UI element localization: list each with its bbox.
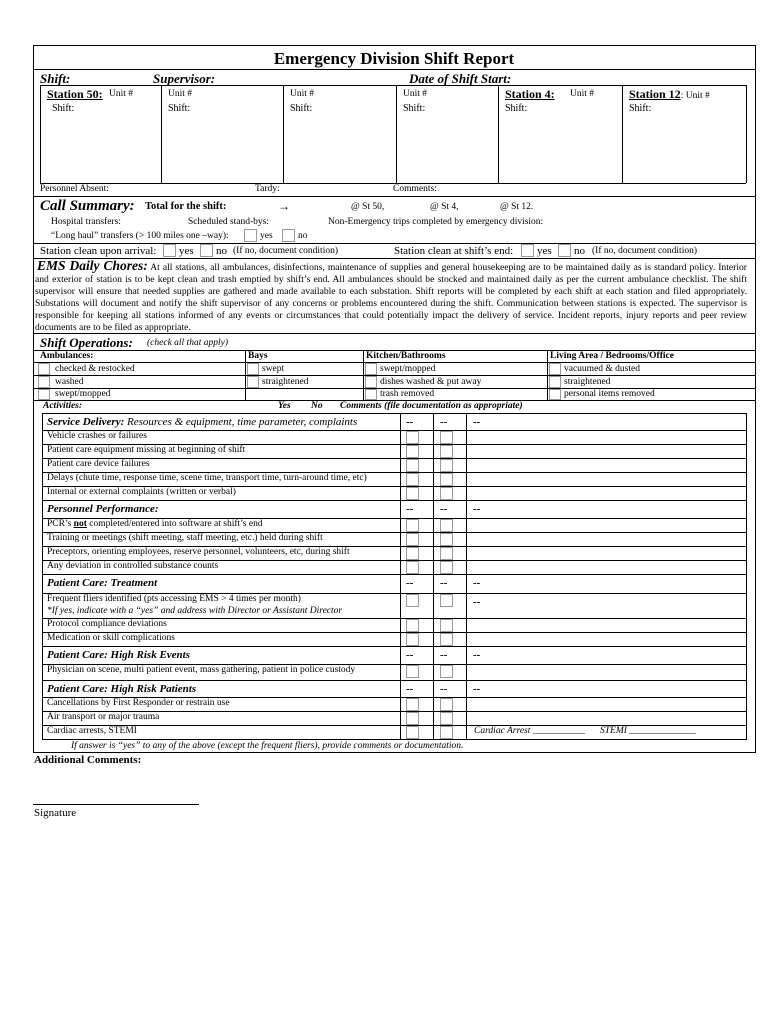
cardiac-arrest-field: Cardiac Arrest ___________ [474, 726, 586, 736]
activity-yes-checkbox[interactable] [406, 633, 419, 646]
date-of-shift-start-label: Date of Shift Start: [409, 71, 512, 86]
activity-item: Protocol compliance deviations [47, 619, 167, 629]
section-heading: Patient Care: High Risk Events [47, 649, 191, 661]
bays-header: Bays [248, 351, 268, 361]
activity-item: Any deviation in controlled substance counts [47, 561, 219, 571]
activity-no-checkbox[interactable] [440, 487, 453, 500]
dashes-marker: -- [440, 649, 448, 661]
bays-item: swept [262, 364, 285, 374]
living-personal-checkbox[interactable] [549, 389, 561, 400]
activity-comment-field[interactable] [467, 698, 745, 710]
arrival-no-checkbox[interactable] [200, 244, 213, 257]
shift-label: Shift: [40, 71, 71, 86]
ambulances-header: Ambulances: [40, 351, 94, 361]
dashes-marker: -- [440, 577, 448, 589]
activity-yes-checkbox[interactable] [406, 431, 419, 444]
activity-comment-field[interactable] [467, 473, 745, 485]
activity-item: Patient care device failures [47, 459, 150, 469]
station-4-label: Station 4: [505, 87, 555, 101]
station-50-unit: Unit # [109, 89, 134, 99]
activity-no-checkbox[interactable] [440, 712, 453, 725]
dashes-marker: -- [473, 577, 481, 589]
activity-yes-checkbox[interactable] [406, 726, 419, 739]
section-heading: Personnel Performance: [47, 503, 159, 515]
dashes-marker: -- [473, 683, 481, 695]
dashes-marker: -- [406, 683, 414, 695]
activities-label: Activities: [43, 401, 83, 411]
ambulances-washed-checkbox[interactable] [38, 376, 50, 388]
ambulances-item: checked & restocked [55, 364, 135, 374]
signature-label: Signature [34, 807, 77, 819]
activity-no-checkbox[interactable] [440, 633, 453, 646]
long-haul-yes-checkbox[interactable] [244, 229, 257, 242]
supervisor-label: Supervisor: [153, 71, 216, 86]
signature-line [33, 804, 199, 805]
row-divider [42, 680, 747, 681]
ambulances-checked-checkbox[interactable] [38, 363, 50, 375]
row-divider [42, 574, 747, 575]
ambulances-swept-checkbox[interactable] [38, 389, 50, 400]
section-subheading: Resources & equipment, time parameter, complaints [124, 416, 358, 428]
activity-item: Medication or skill complications [47, 633, 175, 643]
dashes-marker: -- [473, 649, 481, 661]
kitchen-item: swept/mopped [380, 364, 436, 374]
dashes-marker: -- [473, 503, 481, 515]
activity-comment-field[interactable] [467, 665, 745, 679]
arrow-icon: → [278, 199, 290, 213]
station-4col-shift: Shift: [403, 103, 426, 114]
activity-no-checkbox[interactable] [440, 594, 453, 607]
activity-comment-field[interactable] [467, 619, 745, 631]
station-3-shift: Shift: [290, 103, 313, 114]
dashes-marker: -- [440, 503, 448, 515]
page-title: Emergency Division Shift Report [273, 49, 515, 68]
activity-no-checkbox[interactable] [440, 431, 453, 444]
long-haul-label: “Long haul” transfers (> 100 miles one –way): [51, 231, 229, 241]
end-no-label: no [574, 245, 585, 257]
tardy-label: Tardy: [255, 184, 280, 194]
activity-item: Patient care equipment missing at beginning of shift [47, 445, 246, 455]
arrival-yes-label: yes [179, 245, 194, 257]
kitchen-header: Kitchen/Bathrooms [366, 351, 446, 361]
section-heading: Patient Care: Treatment [47, 577, 158, 589]
activity-yes-checkbox[interactable] [406, 487, 419, 500]
kitchen-swept-checkbox[interactable] [365, 363, 377, 375]
activity-yes-checkbox[interactable] [406, 698, 419, 711]
st12-label: @ St 12. [500, 202, 534, 212]
station-12-shift: Shift: [629, 103, 652, 114]
dashes-marker: -- [406, 577, 414, 589]
hospital-transfers-label: Hospital transfers: [51, 217, 121, 227]
activity-no-checkbox[interactable] [440, 519, 453, 532]
bays-swept-checkbox[interactable] [247, 363, 259, 375]
shift-operations-note: (check all that apply) [147, 338, 228, 348]
long-haul-no-checkbox[interactable] [282, 229, 295, 242]
activity-comment-field[interactable] [467, 445, 745, 457]
footer-note: If answer is “yes” to any of the above (except the frequent fliers), provide comments or documentation. [71, 741, 464, 751]
activity-comment-field[interactable] [467, 431, 745, 443]
dashes-marker: -- [406, 503, 414, 515]
activity-no-checkbox[interactable] [440, 619, 453, 632]
arrival-yes-checkbox[interactable] [163, 244, 176, 257]
st4-label: @ St 4, [430, 202, 459, 212]
section-heading: Service Delivery: Resources & equipment, time parameter, complaints [47, 416, 358, 428]
activity-comment-field[interactable] [467, 459, 745, 471]
long-haul-no-label: no [298, 231, 308, 241]
activity-item: PCR’s not completed/entered into software at shift’s end [47, 519, 263, 529]
living-item: straightened [564, 377, 611, 387]
ems-chores-paragraph [35, 260, 747, 334]
station-4col-unit: Unit # [403, 89, 428, 99]
comments-label: Comments: [393, 184, 437, 194]
station-2-shift: Shift: [168, 103, 191, 114]
dashes-marker: -- [406, 416, 414, 428]
activity-comment-field[interactable] [467, 487, 745, 499]
activity-comment-field[interactable] [467, 533, 745, 545]
non-emergency-label: Non-Emergency trips completed by emergency division: [328, 217, 544, 227]
station-3-unit: Unit # [290, 89, 315, 99]
station-clean-arrival-label: Station clean upon arrival: [40, 245, 157, 257]
dashes-marker: -- [406, 649, 414, 661]
row-divider [42, 646, 747, 647]
activity-no-checkbox[interactable] [440, 698, 453, 711]
row-divider [42, 500, 747, 501]
activity-no-checkbox[interactable] [440, 459, 453, 472]
activity-yes-checkbox[interactable] [406, 712, 419, 725]
activity-no-checkbox[interactable] [440, 665, 453, 678]
activity-item-note: *If yes, indicate with a “yes” and address with Director or Assistant Director [47, 606, 343, 616]
activity-yes-checkbox[interactable] [406, 445, 419, 458]
activity-no-checkbox[interactable] [440, 445, 453, 458]
activity-item: Internal or external complaints (written or verbal) [47, 487, 236, 497]
end-yes-checkbox[interactable] [521, 244, 534, 257]
station-4-unit: Unit # [570, 89, 595, 99]
activity-comment-field[interactable] [467, 594, 745, 617]
activity-no-checkbox[interactable] [440, 533, 453, 546]
activity-yes-checkbox[interactable] [406, 594, 419, 607]
activity-no-checkbox[interactable] [440, 547, 453, 560]
activity-item: Training or meetings (shift meeting, staff meeting, etc.) held during shift [47, 533, 323, 543]
activity-yes-checkbox[interactable] [406, 533, 419, 546]
dashes-marker: -- [440, 416, 448, 428]
bays-straightened-checkbox[interactable] [247, 376, 259, 388]
activity-item: Vehicle crashes or failures [47, 431, 147, 441]
activity-comment-field[interactable] [467, 519, 745, 531]
end-no-checkbox[interactable] [558, 244, 571, 257]
activity-comment-field[interactable] [467, 561, 745, 573]
kitchen-trash-checkbox[interactable] [365, 389, 377, 400]
living-item: vacuumed & dusted [564, 364, 640, 374]
no-column-label: No [311, 401, 323, 411]
total-for-shift-label: Total for the shift: [145, 201, 227, 212]
activity-yes-checkbox[interactable] [406, 459, 419, 472]
activity-yes-checkbox[interactable] [406, 561, 419, 574]
activity-item: Air transport or major trauma [47, 712, 160, 722]
stemi-field: STEMI ______________ [600, 726, 696, 736]
living-item: personal items removed [564, 389, 655, 399]
st50-label: @ St 50, [351, 202, 385, 212]
activity-yes-checkbox[interactable] [406, 665, 419, 678]
ems-chores-heading: EMS Daily Chores: [37, 258, 148, 273]
activity-yes-checkbox[interactable] [406, 473, 419, 486]
activity-item: Frequent fliers identified (pts accessing EMS > 4 times per month) [47, 594, 301, 604]
ems-chores-text: At all stations, all ambulances, disinfections, maintenance of supplies and general housekeeping are to be maintained daily as is standard policy. Interior and exterior of station is to be kept clean and trash emptied by shift’s end. All ambulances should be stocked and maintained daily as per the current ambulance checklist. The shift supervisor will ensure that needed supplies are gathered and made available to each substation. Shift reports will be completed by each shift at each station and filed appropriately. Substations will document and notify the shift supervisor of any concerns or problems encountered during the shift. Communication between stations is expected. The supervisor is responsible for keeping all stations informed of any events or circumstances that could potentially impact the delivery of service. Incident reports, injury reports and peer review documents are to be filed as appropriate. [35, 262, 748, 333]
additional-comments-label: Additional Comments: [34, 754, 142, 766]
activity-item: Physician on scene, multi patient event, mass gathering, patient in police custody [47, 665, 356, 675]
arrival-note: (If no, document condition) [233, 246, 339, 256]
bays-item: straightened [262, 377, 309, 387]
activity-comment-field[interactable] [467, 633, 745, 645]
long-haul-yes-label: yes [260, 231, 273, 241]
ambulances-item: washed [55, 377, 84, 387]
activity-no-checkbox[interactable] [440, 726, 453, 739]
activity-comment-field[interactable] [467, 712, 745, 724]
shift-operations-heading: Shift Operations: [40, 335, 133, 350]
dashes-marker: -- [440, 683, 448, 695]
arrival-no-label: no [216, 245, 227, 257]
scheduled-standbys-label: Scheduled stand-bys: [188, 217, 270, 227]
activity-item: Delays (chute time, response time, scene time, transport time, turn-around time, etc) [47, 473, 367, 483]
station-clean-end-label: Station clean at shift’s end: [394, 245, 514, 257]
activity-item: Preceptors, orienting employees, reserve personnel, volunteers, etc, during shift [47, 547, 350, 557]
call-summary-heading: Call Summary: [40, 198, 135, 214]
activity-comment-field[interactable] [467, 547, 745, 559]
activity-yes-checkbox[interactable] [406, 619, 419, 632]
section-heading: Patient Care: High Risk Patients [47, 683, 197, 695]
activity-item: Cardiac arrests, STEMI [47, 726, 137, 736]
kitchen-dishes-checkbox[interactable] [365, 376, 377, 388]
station-4-shift: Shift: [505, 103, 528, 114]
activity-yes-checkbox[interactable] [406, 547, 419, 560]
ambulances-item: swept/mopped [55, 389, 111, 399]
activity-yes-checkbox[interactable] [406, 519, 419, 532]
emphasis-not: not [73, 519, 87, 529]
kitchen-item: dishes washed & put away [380, 377, 482, 387]
dashes-marker: -- [473, 416, 481, 428]
end-note: (If no, document condition) [592, 246, 698, 256]
station-2-unit: Unit # [168, 89, 193, 99]
station-12-name: Station 12 [629, 87, 681, 101]
station-50-label: Station 50: [47, 87, 103, 101]
station-12-unit: : Unit # [680, 91, 710, 101]
station-12-label [629, 88, 710, 102]
station-50-shift: Shift: [52, 103, 75, 114]
end-yes-label: yes [537, 245, 552, 257]
kitchen-item: trash removed [380, 389, 435, 399]
living-vacuumed-checkbox[interactable] [549, 363, 561, 375]
personnel-absent-label: Personnel Absent: [40, 184, 109, 194]
living-header: Living Area / Bedrooms/Office [550, 351, 674, 361]
dashes-marker: -- [473, 596, 481, 608]
activity-item: Cancellations by First Responder or restrain use [47, 698, 230, 708]
activity-no-checkbox[interactable] [440, 473, 453, 486]
activity-no-checkbox[interactable] [440, 561, 453, 574]
comments-column-label: Comments (file documentation as appropriate) [340, 401, 523, 411]
yes-column-label: Yes [278, 401, 291, 411]
living-straightened-checkbox[interactable] [549, 376, 561, 388]
